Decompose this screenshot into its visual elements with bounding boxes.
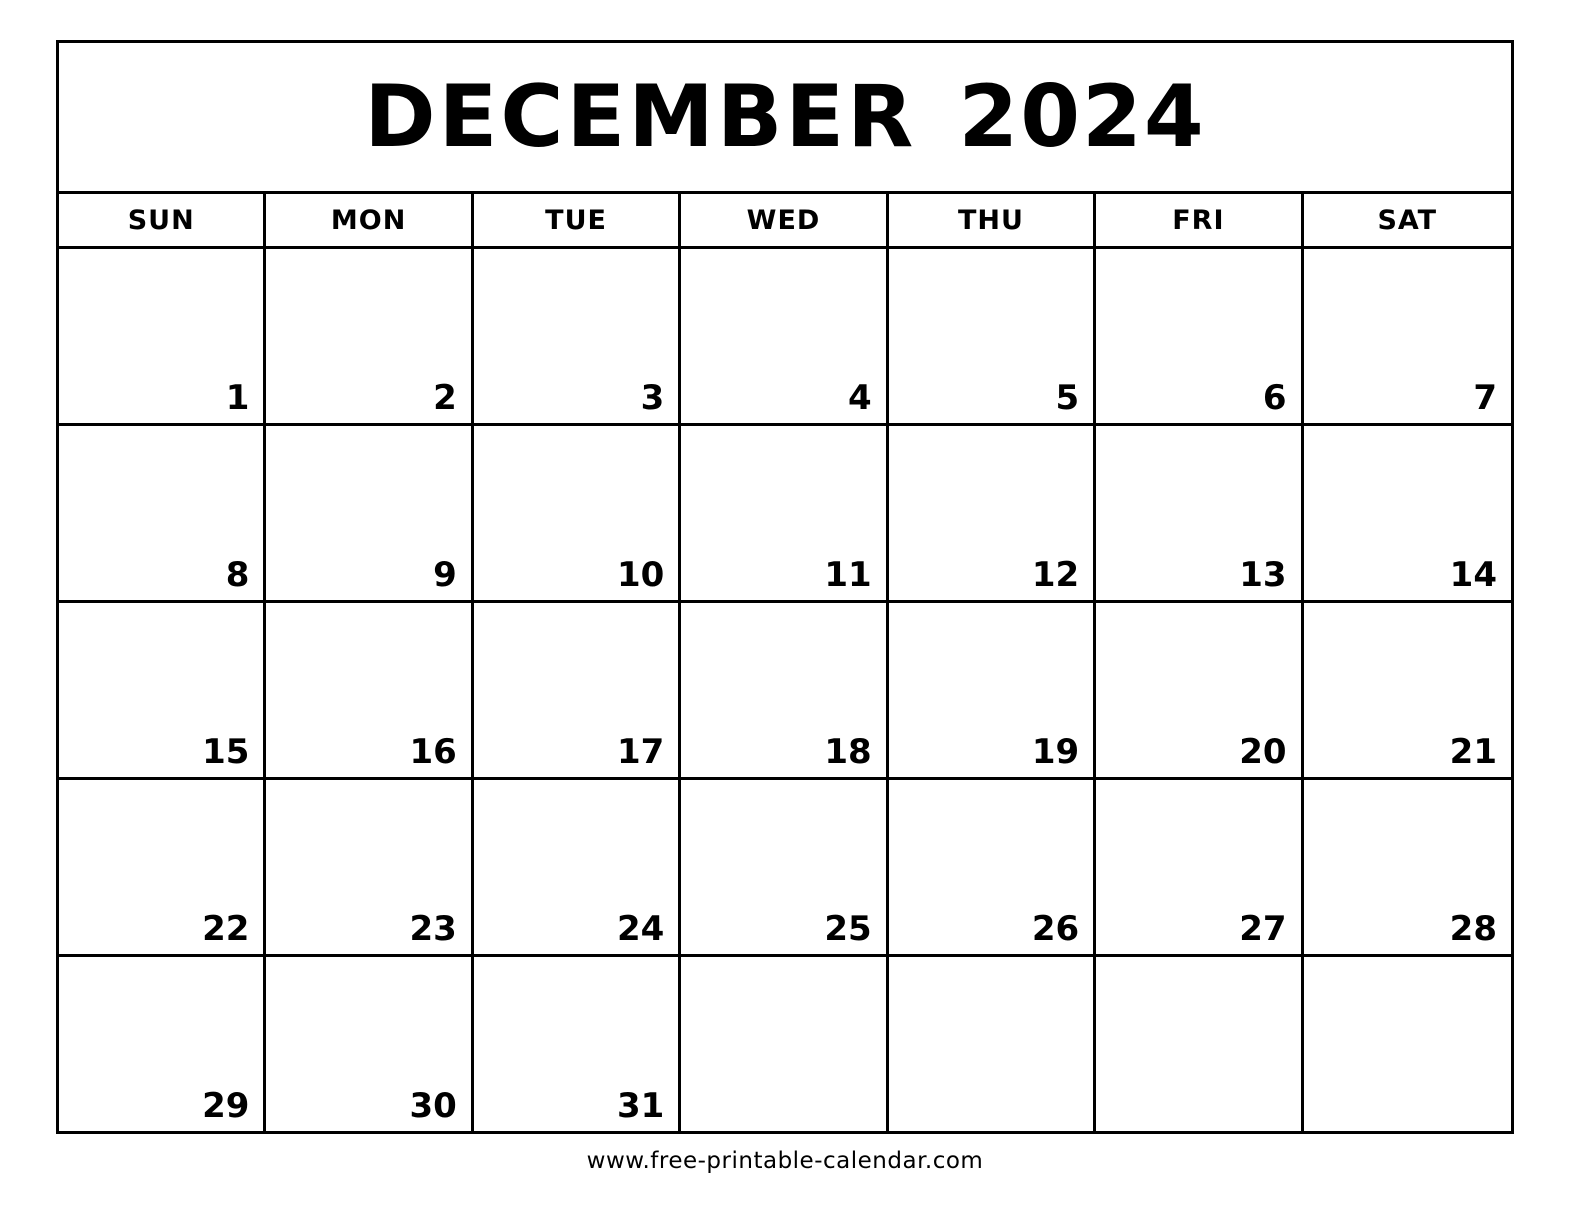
source-website-label: www.free-printable-calendar.com	[586, 1148, 984, 1174]
weekday-header-sat: SAT	[1377, 204, 1438, 236]
day-number: 13	[1239, 555, 1287, 595]
day-number: 26	[1031, 909, 1080, 949]
day-number: 27	[1239, 909, 1287, 949]
day-cell[interactable]	[474, 780, 681, 954]
day-cell-empty[interactable]	[1096, 957, 1303, 1131]
day-number: 29	[202, 1086, 250, 1126]
day-cell[interactable]	[474, 249, 681, 423]
weekday-header-thu: THU	[889, 194, 1096, 246]
day-cell-empty[interactable]	[1304, 957, 1511, 1131]
day-number: 20	[1239, 732, 1287, 772]
week-row	[59, 603, 1511, 780]
year-label: 2024	[958, 67, 1206, 167]
week-row	[59, 957, 1511, 1131]
day-cell[interactable]	[681, 780, 888, 954]
weekday-header-mon: MON	[266, 194, 473, 246]
day-cell[interactable]	[266, 603, 473, 777]
day-cell[interactable]	[889, 249, 1096, 423]
week-row	[59, 780, 1511, 957]
day-number: 22	[202, 909, 250, 949]
day-cell[interactable]	[59, 603, 266, 777]
day-cell[interactable]	[889, 426, 1096, 600]
day-number: 14	[1449, 555, 1497, 595]
week-row	[59, 249, 1511, 426]
day-cell[interactable]	[889, 780, 1096, 954]
weekday-header-fri: FRI	[1096, 194, 1303, 246]
day-number: 15	[202, 732, 250, 772]
day-number: 3	[640, 378, 665, 418]
weekday-header-wed: WED	[681, 194, 888, 246]
calendar-title-row	[59, 43, 1511, 194]
day-number: 7	[1473, 378, 1497, 418]
day-number: 6	[1262, 378, 1287, 418]
day-number: 9	[433, 555, 457, 595]
weekday-header-sun: SUN	[59, 194, 266, 246]
day-number: 16	[409, 732, 457, 772]
day-number: 17	[616, 732, 665, 772]
day-cell[interactable]	[1304, 780, 1511, 954]
day-cell[interactable]	[474, 957, 681, 1131]
day-number: 8	[225, 555, 250, 595]
day-cell[interactable]	[1304, 426, 1511, 600]
page-title	[364, 67, 1206, 167]
day-number: 4	[848, 378, 872, 418]
calendar-grid	[56, 40, 1514, 1134]
day-cell[interactable]	[1304, 249, 1511, 423]
month-label: DECEMBER	[364, 67, 917, 167]
day-number: 18	[824, 732, 872, 772]
day-number: 24	[616, 909, 665, 949]
day-cell-empty[interactable]	[681, 957, 888, 1131]
day-cell[interactable]	[681, 426, 888, 600]
day-number: 11	[824, 555, 872, 595]
day-cell[interactable]	[1096, 603, 1303, 777]
day-cell-empty[interactable]	[889, 957, 1096, 1131]
day-number: 31	[616, 1086, 665, 1126]
day-cell[interactable]	[681, 603, 888, 777]
day-cell[interactable]	[266, 249, 473, 423]
day-number: 10	[616, 555, 665, 595]
day-cell[interactable]	[1096, 426, 1303, 600]
day-cell[interactable]	[59, 249, 266, 423]
day-number: 30	[409, 1086, 457, 1126]
day-cell[interactable]	[474, 426, 681, 600]
day-cell[interactable]	[889, 603, 1096, 777]
weekday-header-row	[59, 194, 1511, 249]
day-cell[interactable]	[59, 780, 266, 954]
day-cell[interactable]	[681, 249, 888, 423]
day-cell[interactable]	[266, 426, 473, 600]
day-number: 25	[824, 909, 872, 949]
day-number: 12	[1031, 555, 1080, 595]
day-cell[interactable]	[266, 957, 473, 1131]
day-cell[interactable]	[59, 957, 266, 1131]
week-row	[59, 426, 1511, 603]
day-number: 21	[1449, 732, 1497, 772]
day-number: 19	[1031, 732, 1080, 772]
day-number: 1	[225, 378, 250, 418]
weekday-header-tue: TUE	[474, 194, 681, 246]
day-cell[interactable]	[1304, 603, 1511, 777]
day-cell[interactable]	[59, 426, 266, 600]
day-number: 23	[409, 909, 457, 949]
day-cell[interactable]	[1096, 780, 1303, 954]
day-number: 5	[1055, 378, 1080, 418]
day-cell[interactable]	[1096, 249, 1303, 423]
day-cell[interactable]	[474, 603, 681, 777]
day-number: 28	[1449, 909, 1497, 949]
day-cell[interactable]	[266, 780, 473, 954]
day-number: 2	[433, 378, 457, 418]
